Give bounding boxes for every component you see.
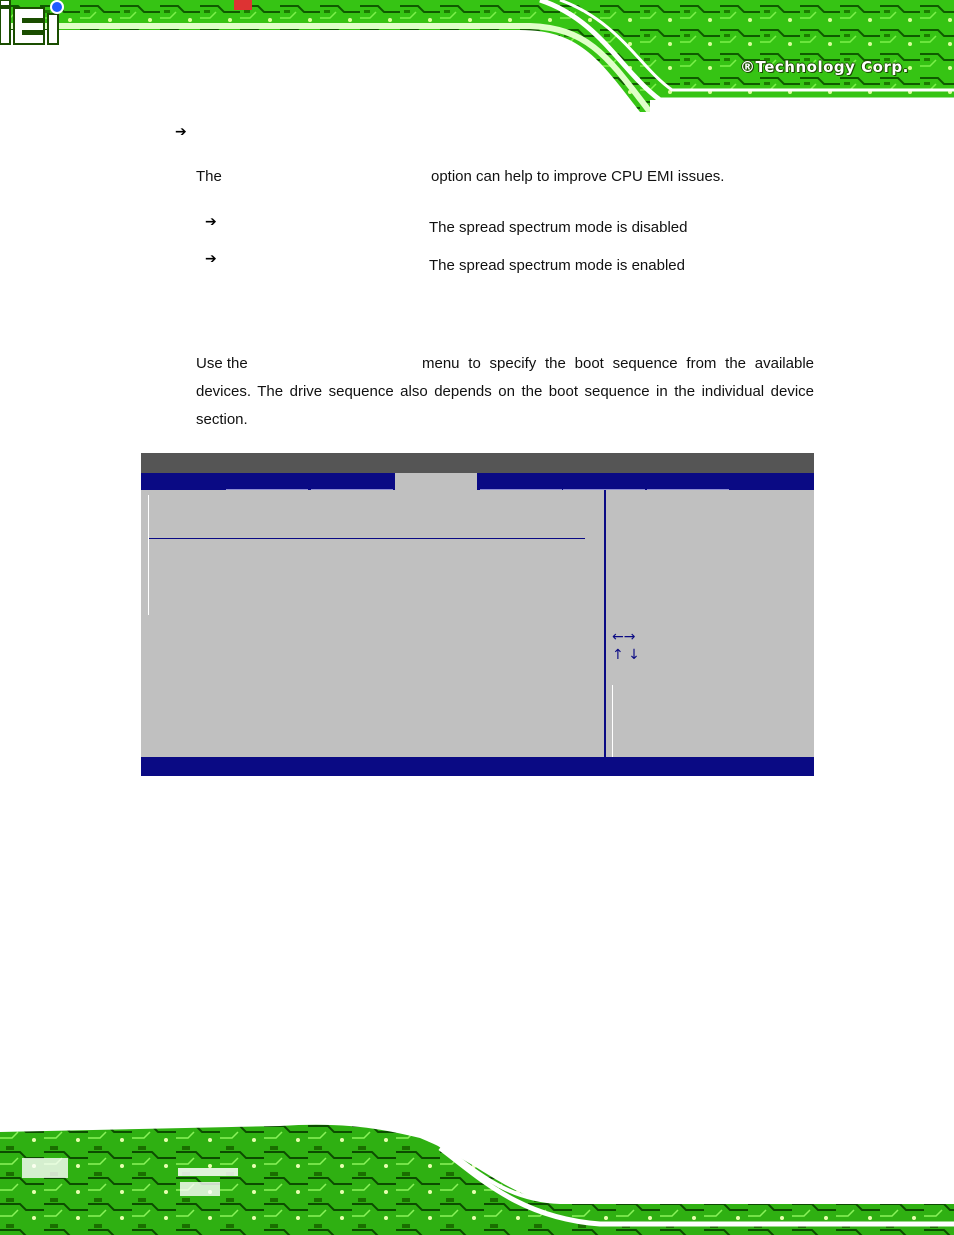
up-down-arrows-icon: ↑ ↓	[612, 647, 640, 663]
spread-intro-start: The	[196, 168, 222, 185]
header-banner	[0, 0, 954, 112]
bios-menu-tab-active[interactable]	[395, 473, 477, 490]
spread-intro-tail: option can help to improve CPU EMI issues.	[431, 168, 725, 185]
circuit-board-header-image	[0, 0, 954, 112]
option-enabled-desc: The spread spectrum mode is enabled	[429, 257, 685, 274]
left-right-arrows-icon: ←→	[612, 629, 636, 645]
bios-help-edge	[612, 685, 613, 757]
bios-menu-tab[interactable]	[480, 475, 562, 490]
option-disabled-desc: The spread spectrum mode is disabled	[429, 219, 688, 236]
bios-menu-tab[interactable]	[226, 475, 308, 490]
bios-status-bar	[141, 757, 814, 776]
brand-name: ®Technology Corp.	[740, 58, 909, 76]
bios-menu-tab[interactable]	[311, 475, 393, 490]
arrow-bullet-icon: ➔	[175, 124, 187, 140]
bios-title-bar	[141, 453, 814, 473]
bios-main-panel	[141, 490, 604, 757]
bios-help-divider	[604, 490, 606, 757]
iei-logo-icon	[0, 0, 70, 46]
bios-help-keys	[612, 628, 640, 664]
boot-intro-body: menu to specify the boot sequence from the available devices. The drive sequence also depends on the boot sequence in the individual device section.	[196, 355, 814, 428]
boot-intro-start: Use the	[196, 355, 248, 372]
bios-menu-tab[interactable]	[563, 475, 645, 490]
bios-menu-bar	[141, 473, 814, 490]
bios-menu-tab[interactable]	[647, 475, 729, 490]
bios-panel-edge	[148, 495, 149, 615]
bios-separator-line	[149, 538, 585, 539]
arrow-bullet-icon: ➔	[205, 251, 217, 267]
circuit-board-footer-image	[0, 1118, 954, 1235]
footer-banner	[0, 1118, 954, 1235]
bios-screen	[141, 453, 814, 776]
arrow-bullet-icon: ➔	[205, 214, 217, 230]
